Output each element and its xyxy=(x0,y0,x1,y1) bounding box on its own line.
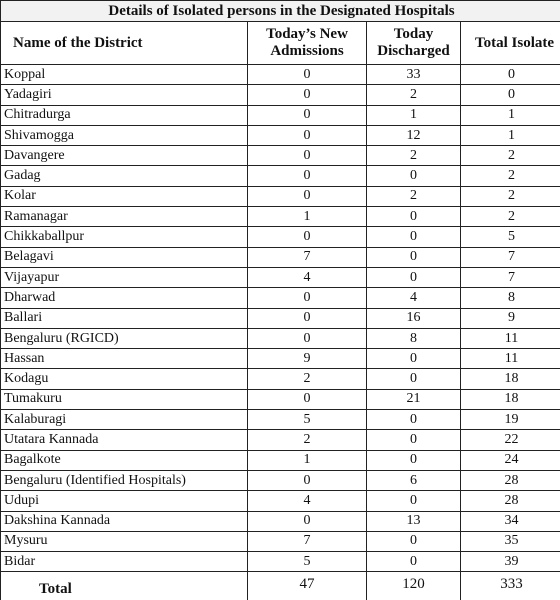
discharged-header-line1: Today xyxy=(393,26,434,42)
table-row xyxy=(1,430,560,450)
district-cell: Kodagu xyxy=(1,369,248,389)
admissions-cell: 7 xyxy=(248,531,367,551)
table-row xyxy=(1,227,560,247)
district-cell: Ramanagar xyxy=(1,207,248,227)
admissions-cell: 5 xyxy=(248,552,367,572)
district-cell: Yadagiri xyxy=(1,85,248,105)
district-cell: Belagavi xyxy=(1,247,248,267)
total-isolated-cell: 24 xyxy=(461,450,560,470)
discharged-cell: 2 xyxy=(367,186,461,206)
discharged-cell: 0 xyxy=(367,349,461,369)
table-row xyxy=(1,146,560,166)
discharged-cell: 6 xyxy=(367,470,461,490)
district-cell: Bagalkote xyxy=(1,450,248,470)
total-isolated-cell: 35 xyxy=(461,531,560,551)
admissions-cell: 0 xyxy=(248,146,367,166)
total-isolated-cell: 11 xyxy=(461,328,560,348)
table-row xyxy=(1,369,560,389)
district-cell: Chitradurga xyxy=(1,105,248,125)
table-row xyxy=(1,125,560,145)
table-row xyxy=(1,470,560,490)
district-cell: Dharwad xyxy=(1,288,248,308)
discharged-cell: 0 xyxy=(367,369,461,389)
totals-total-isolated: 333 xyxy=(461,572,560,600)
total-isolated-cell: 2 xyxy=(461,207,560,227)
admissions-header-line1: Today’s New xyxy=(266,26,348,42)
admissions-cell: 1 xyxy=(248,207,367,227)
admissions-column-header xyxy=(248,22,367,65)
district-cell: Mysuru xyxy=(1,531,248,551)
admissions-cell: 0 xyxy=(248,85,367,105)
admissions-cell: 5 xyxy=(248,410,367,430)
discharged-cell: 0 xyxy=(367,247,461,267)
discharged-cell: 0 xyxy=(367,166,461,186)
discharged-column-header xyxy=(367,22,461,65)
district-cell: Udupi xyxy=(1,491,248,511)
admissions-cell: 0 xyxy=(248,125,367,145)
total-isolated-cell: 28 xyxy=(461,470,560,490)
district-cell: Ballari xyxy=(1,308,248,328)
table-row xyxy=(1,552,560,572)
discharged-cell: 0 xyxy=(367,227,461,247)
district-cell: Kalaburagi xyxy=(1,410,248,430)
total-isolated-cell: 9 xyxy=(461,308,560,328)
total-isolated-cell: 19 xyxy=(461,410,560,430)
admissions-cell: 7 xyxy=(248,247,367,267)
table-row xyxy=(1,410,560,430)
district-cell: Kolar xyxy=(1,186,248,206)
discharged-cell: 0 xyxy=(367,430,461,450)
table-row xyxy=(1,105,560,125)
district-cell: Davangere xyxy=(1,146,248,166)
discharged-cell: 0 xyxy=(367,552,461,572)
total-isolated-cell: 34 xyxy=(461,511,560,531)
totals-admissions: 47 xyxy=(248,572,367,600)
total-isolated-cell: 0 xyxy=(461,85,560,105)
admissions-cell: 0 xyxy=(248,166,367,186)
total-isolated-cell: 28 xyxy=(461,491,560,511)
district-cell: Bidar xyxy=(1,552,248,572)
district-cell: Gadag xyxy=(1,166,248,186)
discharged-cell: 0 xyxy=(367,531,461,551)
admissions-cell: 2 xyxy=(248,430,367,450)
admissions-cell: 0 xyxy=(248,105,367,125)
totals-discharged: 120 xyxy=(367,572,461,600)
discharged-cell: 4 xyxy=(367,288,461,308)
discharged-cell: 8 xyxy=(367,328,461,348)
district-cell: Chikkaballpur xyxy=(1,227,248,247)
district-cell: Dakshina Kannada xyxy=(1,511,248,531)
total-isolated-cell: 7 xyxy=(461,267,560,287)
total-isolated-column-header: Total Isolate xyxy=(461,22,560,65)
table-row xyxy=(1,511,560,531)
admissions-cell: 0 xyxy=(248,511,367,531)
discharged-cell: 0 xyxy=(367,450,461,470)
discharged-cell: 0 xyxy=(367,207,461,227)
admissions-cell: 0 xyxy=(248,328,367,348)
table-row xyxy=(1,328,560,348)
total-isolated-cell: 2 xyxy=(461,166,560,186)
admissions-cell: 0 xyxy=(248,65,367,85)
table-row xyxy=(1,267,560,287)
total-isolated-cell: 18 xyxy=(461,389,560,409)
table-row xyxy=(1,308,560,328)
table-row xyxy=(1,450,560,470)
table-title: Details of Isolated persons in the Designated Hospitals xyxy=(1,1,560,22)
total-isolated-cell: 18 xyxy=(461,369,560,389)
discharged-cell: 33 xyxy=(367,65,461,85)
discharged-cell: 13 xyxy=(367,511,461,531)
discharged-cell: 2 xyxy=(367,85,461,105)
discharged-cell: 12 xyxy=(367,125,461,145)
discharged-cell: 16 xyxy=(367,308,461,328)
admissions-cell: 1 xyxy=(248,450,367,470)
district-cell: Koppal xyxy=(1,65,248,85)
admissions-cell: 0 xyxy=(248,470,367,490)
table-row xyxy=(1,166,560,186)
discharged-cell: 0 xyxy=(367,410,461,430)
discharged-cell: 2 xyxy=(367,146,461,166)
district-cell: Bengaluru (RGICD) xyxy=(1,328,248,348)
admissions-cell: 0 xyxy=(248,288,367,308)
admissions-cell: 0 xyxy=(248,227,367,247)
admissions-header-line2: Admissions xyxy=(270,43,344,59)
district-cell: Tumakuru xyxy=(1,389,248,409)
table-title-row xyxy=(1,1,560,22)
admissions-cell: 0 xyxy=(248,389,367,409)
discharged-cell: 21 xyxy=(367,389,461,409)
admissions-cell: 9 xyxy=(248,349,367,369)
discharged-cell: 1 xyxy=(367,105,461,125)
table-row xyxy=(1,491,560,511)
total-isolated-cell: 1 xyxy=(461,105,560,125)
table-row xyxy=(1,85,560,105)
totals-label: Total xyxy=(1,572,248,600)
total-isolated-cell: 7 xyxy=(461,247,560,267)
table-row xyxy=(1,531,560,551)
admissions-cell: 0 xyxy=(248,308,367,328)
district-cell: Vijayapur xyxy=(1,267,248,287)
totals-row xyxy=(1,572,560,600)
total-isolated-cell: 5 xyxy=(461,227,560,247)
total-isolated-cell: 11 xyxy=(461,349,560,369)
table-row xyxy=(1,389,560,409)
total-isolated-cell: 22 xyxy=(461,430,560,450)
table-row xyxy=(1,207,560,227)
discharged-cell: 0 xyxy=(367,491,461,511)
discharged-cell: 0 xyxy=(367,267,461,287)
district-cell: Hassan xyxy=(1,349,248,369)
table-row xyxy=(1,288,560,308)
total-isolated-cell: 1 xyxy=(461,125,560,145)
admissions-cell: 4 xyxy=(248,491,367,511)
total-isolated-cell: 8 xyxy=(461,288,560,308)
table-row xyxy=(1,349,560,369)
admissions-cell: 2 xyxy=(248,369,367,389)
admissions-cell: 0 xyxy=(248,186,367,206)
total-isolated-cell: 2 xyxy=(461,186,560,206)
district-cell: Utatara Kannada xyxy=(1,430,248,450)
district-cell: Shivamogga xyxy=(1,125,248,145)
table-body xyxy=(1,65,560,572)
table-row xyxy=(1,65,560,85)
table-row xyxy=(1,186,560,206)
table-row xyxy=(1,247,560,267)
district-column-header: Name of the District xyxy=(1,22,248,65)
discharged-header-line2: Discharged xyxy=(377,43,450,59)
total-isolated-cell: 39 xyxy=(461,552,560,572)
admissions-cell: 4 xyxy=(248,267,367,287)
district-cell: Bengaluru (Identified Hospitals) xyxy=(1,470,248,490)
total-isolated-cell: 2 xyxy=(461,146,560,166)
header-row xyxy=(1,22,560,65)
total-isolated-cell: 0 xyxy=(461,65,560,85)
